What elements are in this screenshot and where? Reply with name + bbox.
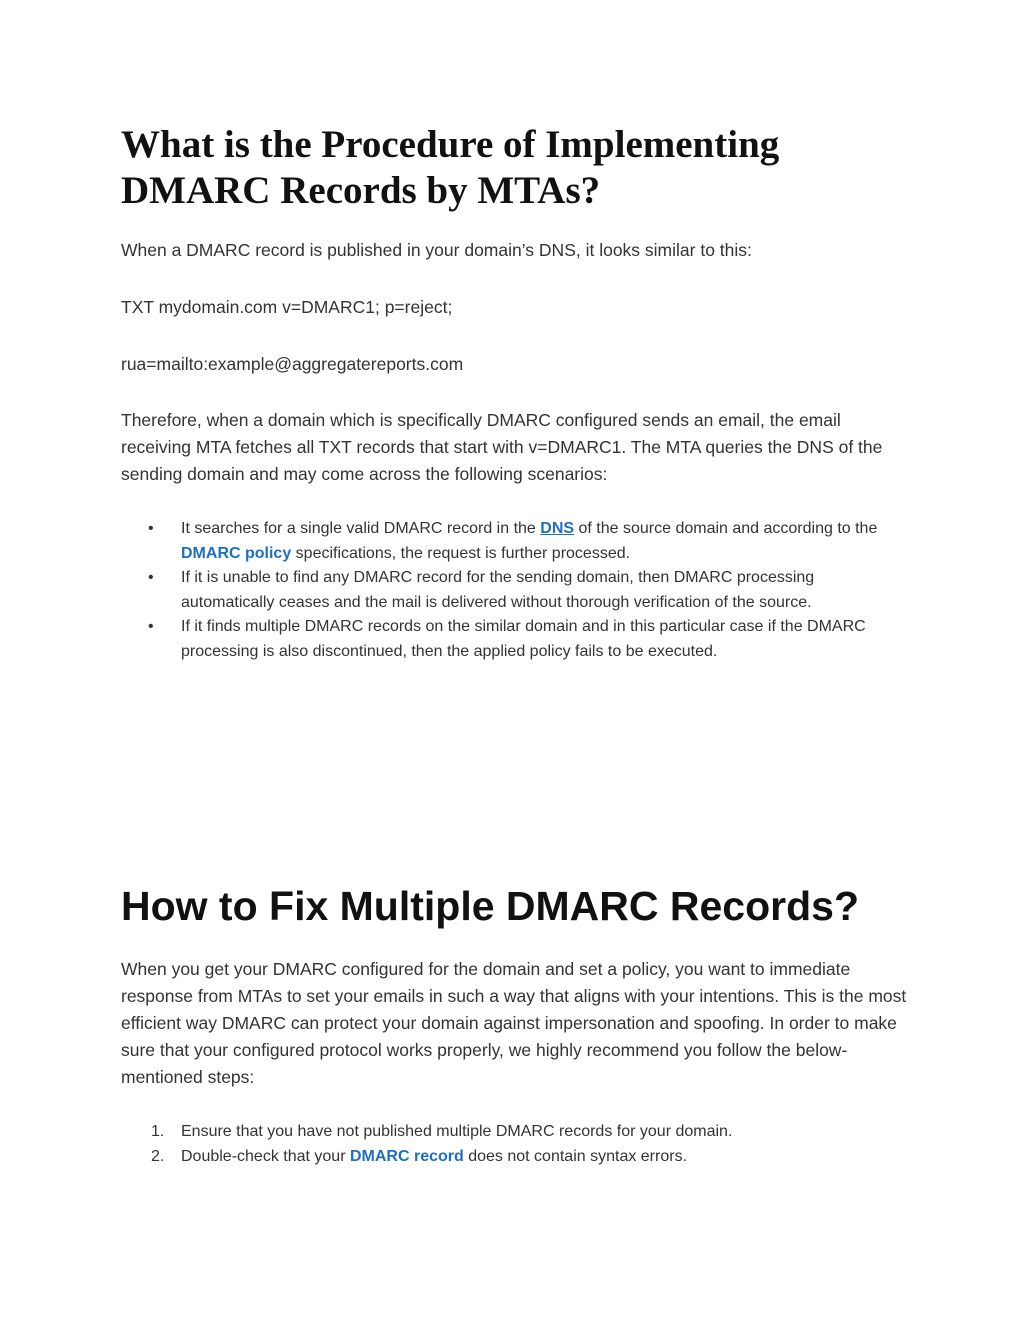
bullet-text: If it is unable to find any DMARC record for the sending domain, then DMARC processing automatically ceases and the mail is delivered without thorough verification of the source. [181,569,815,611]
section1-title: What is the Procedure of Implementing DMARC Records by MTAs? [121,123,780,212]
dmarc-record-link[interactable]: DMARC record [349,1147,464,1165]
step-number: 1. [151,1123,165,1140]
bullet-text: If it finds multiple DMARC records on the similar domain and in this particular case if the DMARC processing is also discontinued, then the applied policy fails to be executed. [181,618,866,660]
section1-intro: When a DMARC record is published in your domain’s DNS, it looks similar to this: [121,240,752,260]
section2-paragraph: When you get your DMARC configured for the domain and set a policy, you want to immediate response from MTAs to set your emails in such a way that aligns with your intentions. This is the most efficient way DMARC can protect your domain against impersonation and spoofing. In order to make sure that your configured protocol works properly, we highly recommend you follow the below-mentioned steps: [121,959,907,1087]
step-text: Ensure that you have not published multiple DMARC records for your domain. [181,1123,733,1140]
dmarc-policy-link[interactable]: DMARC policy [181,544,292,562]
step-text-after: does not contain syntax errors. [463,1147,688,1165]
step-text-before: Double-check that your [181,1147,350,1165]
list-item [121,566,901,615]
scenario-list [121,517,901,664]
list-item [121,1145,901,1170]
bullet-text-before: It searches for a single valid DMARC record in the [181,520,541,537]
step-number: 2. [151,1147,165,1165]
record-line-1: TXT mydomain.com v=DMARC1; p=reject; [121,297,453,317]
bullet-text-after: specifications, the request is further processed. [291,544,631,562]
section1-paragraph: Therefore, when a domain which is specifically DMARC configured sends an email, the email receiving MTA fetches all TXT records that start with v=DMARC1. The MTA queries the DNS of the sending domain and may come across the following scenarios: [121,410,883,484]
list-item [121,517,901,566]
list-item [121,1120,901,1145]
bullet-text-middle: of the source domain and according to the [574,520,878,537]
steps-list [121,1120,901,1169]
list-item [121,615,901,664]
dns-link[interactable]: DNS [540,520,575,537]
section2-title: How to Fix Multiple DMARC Records? [121,883,859,929]
record-line-2: rua=mailto:example@aggregatereports.com [121,354,464,374]
